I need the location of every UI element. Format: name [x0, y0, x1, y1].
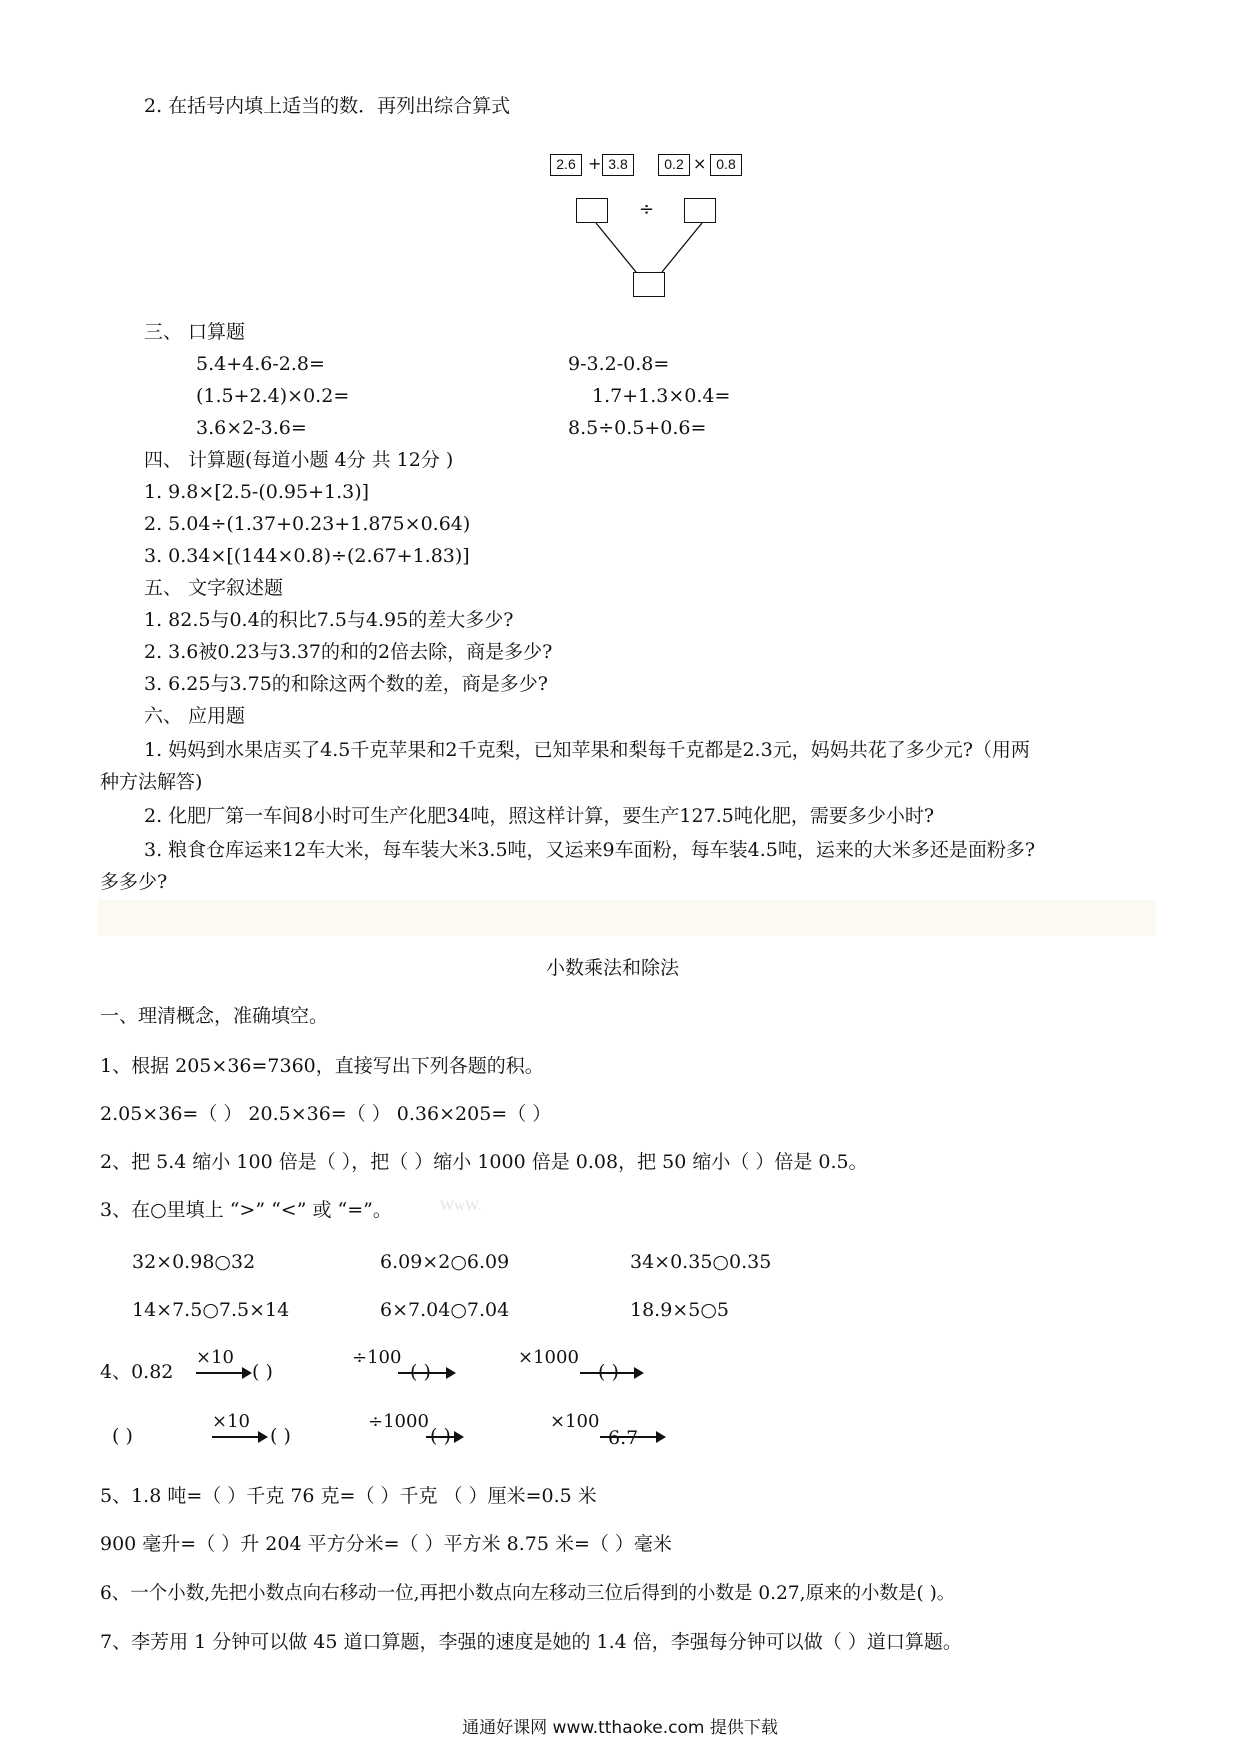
q4b-op: ×10	[212, 1411, 250, 1432]
p2-q5-b: 900 毫升=（ ）升 204 平方分米=（ ）平方米 8.75 米=（ ）毫米	[100, 1533, 672, 1555]
q4b-arrow	[212, 1436, 266, 1438]
diagram-box-c: 0.2	[658, 154, 690, 176]
q4-blank: ( )	[252, 1361, 273, 1383]
p2-q7: 7、李芳用 1 分钟可以做 45 道口算题，李强的速度是她的 1.4 倍，李强每分钟可以做（ ）道口算题。	[100, 1631, 962, 1653]
app-q2: 2. 化肥厂第一车间8小时可生产化肥34吨，照这样计算，要生产127.5吨化肥，需要多少小时?	[144, 805, 935, 827]
oral-item: 1.7+1.3×0.4=	[592, 385, 731, 407]
q4-blank: ( )	[410, 1361, 431, 1383]
word-item: 1. 82.5与0.4的积比7.5与4.95的差大多少?	[144, 609, 514, 631]
diagram-blank-right[interactable]	[684, 198, 716, 223]
sec3-title: 三、 口算题	[144, 321, 246, 343]
q4b-blank: ( )	[430, 1425, 451, 1447]
app-q3-cont: 多多少?	[100, 871, 168, 893]
compare-item: 6.09×2○6.09	[380, 1251, 510, 1273]
q4-blank: ( )	[598, 1361, 619, 1383]
sec4-title: 四、 计算题(每道小题 4分 共 12分 )	[144, 449, 454, 471]
diagram-branch-lines	[590, 222, 720, 274]
diagram-times: ×	[693, 154, 707, 173]
q4-op: ÷100	[352, 1347, 402, 1368]
p2-q1-row: 2.05×36=（ ） 20.5×36=（ ） 0.36×205=（ ）	[100, 1103, 552, 1125]
word-item: 2. 3.6被0.23与3.37的和的2倍去除，商是多少?	[144, 641, 553, 663]
diagram-blank-left[interactable]	[576, 198, 608, 223]
watermark: WwW.	[440, 1198, 482, 1214]
sec5-title: 五、 文字叙述题	[144, 577, 284, 599]
oral-item: 8.5÷0.5+0.6=	[568, 417, 707, 439]
calc-item: 3. 0.34×[(144×0.8)÷(2.67+1.83)]	[144, 545, 470, 567]
p2-q2: 2、把 5.4 缩小 100 倍是（ ），把（ ）缩小 1000 倍是 0.08，把 50 缩小（ ）倍是 0.5。	[100, 1151, 868, 1173]
footer-credit: 通通好课网 www.tthaoke.com 提供下载	[462, 1718, 778, 1738]
oral-item: (1.5+2.4)×0.2=	[196, 385, 350, 407]
q4b-blank: ( )	[270, 1425, 291, 1447]
q4-op: ×1000	[518, 1347, 579, 1368]
compare-item: 34×0.35○0.35	[630, 1251, 772, 1273]
q2-title: 2. 在括号内填上适当的数．再列出综合算式	[144, 95, 511, 117]
diagram-box-a: 2.6	[550, 154, 582, 176]
p2-q6: 6、一个小数,先把小数点向右移动一位,再把小数点向左移动三位后得到的小数是 0.27,原来的小数是( )。	[100, 1583, 956, 1604]
calc-item: 2. 5.04÷(1.37+0.23+1.875×0.64)	[144, 513, 471, 535]
q4b-op: ÷1000	[368, 1411, 429, 1432]
part2-section1-title: 一、理清概念，准确填空。	[100, 1005, 329, 1027]
p2-q4-start: 4、0.82	[100, 1361, 174, 1383]
p2-q1: 1、根据 205×36=7360，直接写出下列各题的积。	[100, 1055, 544, 1077]
diagram-box-b: 3.8	[602, 154, 634, 176]
q4-op: ×10	[196, 1347, 234, 1368]
diagram-divide: ÷	[639, 199, 655, 220]
compare-item: 6×7.04○7.04	[380, 1299, 510, 1321]
oral-item: 3.6×2-3.6=	[196, 417, 307, 439]
app-q1: 1. 妈妈到水果店买了4.5千克苹果和2千克梨，已知苹果和梨每千克都是2.3元，妈妈共花了多少元?（用两	[144, 739, 1030, 761]
compare-item: 14×7.5○7.5×14	[132, 1299, 290, 1321]
p2-q5-a: 5、1.8 吨=（ ）千克 76 克=（ ）千克 （ ）厘米=0.5 米	[100, 1485, 597, 1507]
app-q1-cont: 种方法解答)	[100, 771, 203, 793]
compare-item: 18.9×5○5	[630, 1299, 729, 1321]
oral-item: 9-3.2-0.8=	[568, 353, 670, 375]
q4-arrow	[196, 1372, 250, 1374]
diagram-plus: +	[588, 154, 602, 173]
diagram-box-d: 0.8	[710, 154, 742, 176]
oral-item: 5.4+4.6-2.8=	[196, 353, 325, 375]
app-q3: 3. 粮食仓库运来12车大米，每车装大米3.5吨，又运来9车面粉，每车装4.5吨，运来的大米多还是面粉多?	[144, 839, 1036, 861]
q4b-op: ×100	[550, 1411, 600, 1432]
sec6-title: 六、 应用题	[144, 705, 246, 727]
part2-title: 小数乘法和除法	[546, 957, 680, 979]
diagram-blank-result[interactable]	[633, 272, 665, 297]
separator-band	[98, 900, 1156, 936]
q4b-end: 6.7	[608, 1427, 639, 1449]
p2-q3: 3、在○里填上 “>” “<” 或 “=”。	[100, 1199, 392, 1221]
word-item: 3. 6.25与3.75的和除这两个数的差，商是多少?	[144, 673, 548, 695]
compare-item: 32×0.98○32	[132, 1251, 256, 1273]
q4b-blank: ( )	[112, 1425, 133, 1447]
calc-item: 1. 9.8×[2.5-(0.95+1.3)]	[144, 481, 370, 503]
